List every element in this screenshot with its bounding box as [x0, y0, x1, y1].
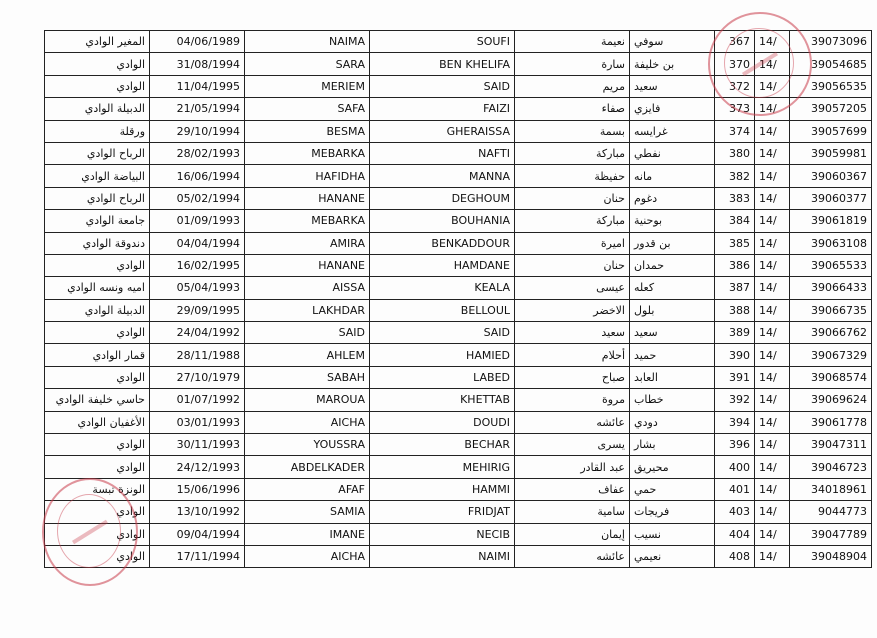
first-name-arabic-cell: عبد القادر: [515, 456, 630, 478]
birth-date-cell: 28/11/1988: [150, 344, 245, 366]
table-row: [45, 254, 872, 276]
first-name-latin-cell: MERIEM: [245, 75, 370, 97]
group-cell: 14/: [755, 187, 790, 209]
first-name-latin-cell: MEBARKA: [245, 210, 370, 232]
serial-number-cell: 404: [715, 523, 755, 545]
birth-date-cell: 13/10/1992: [150, 501, 245, 523]
id-number-cell: 9044773: [790, 501, 872, 523]
last-name-latin-cell: FAIZI: [370, 98, 515, 120]
serial-number-cell: 374: [715, 120, 755, 142]
birth-date-cell: 16/06/1994: [150, 165, 245, 187]
table-row: [45, 478, 872, 500]
group-cell: 14/: [755, 545, 790, 567]
first-name-arabic-cell: إيمان: [515, 523, 630, 545]
id-number-cell: 39057699: [790, 120, 872, 142]
id-number-cell: 39069624: [790, 389, 872, 411]
serial-number-cell: 394: [715, 411, 755, 433]
group-cell: 14/: [755, 478, 790, 500]
last-name-latin-cell: BENKADDOUR: [370, 232, 515, 254]
first-name-arabic-cell: مباركة: [515, 210, 630, 232]
last-name-latin-cell: FRIDJAT: [370, 501, 515, 523]
serial-number-cell: 391: [715, 366, 755, 388]
serial-number-cell: 396: [715, 434, 755, 456]
group-cell: 14/: [755, 366, 790, 388]
serial-number-cell: 380: [715, 142, 755, 164]
group-cell: 14/: [755, 53, 790, 75]
table-row: [45, 31, 872, 53]
birth-date-cell: 28/02/1993: [150, 142, 245, 164]
last-name-latin-cell: SAID: [370, 322, 515, 344]
table-row: [45, 165, 872, 187]
serial-number-cell: 388: [715, 299, 755, 321]
serial-number-cell: 382: [715, 165, 755, 187]
first-name-latin-cell: AICHA: [245, 545, 370, 567]
first-name-arabic-cell: عائشه: [515, 411, 630, 433]
last-name-arabic-cell: بن قدور: [630, 232, 715, 254]
last-name-latin-cell: BEN KHELIFA: [370, 53, 515, 75]
table-row: [45, 187, 872, 209]
first-name-arabic-cell: حنان: [515, 254, 630, 276]
birth-place-cell: اميه ونسه الوادي: [45, 277, 150, 299]
first-name-arabic-cell: بسمة: [515, 120, 630, 142]
first-name-latin-cell: SAMIA: [245, 501, 370, 523]
first-name-latin-cell: SABAH: [245, 366, 370, 388]
first-name-latin-cell: MEBARKA: [245, 142, 370, 164]
group-cell: 14/: [755, 344, 790, 366]
birth-place-cell: الوادي: [45, 434, 150, 456]
last-name-latin-cell: MANNA: [370, 165, 515, 187]
first-name-latin-cell: AISSA: [245, 277, 370, 299]
birth-date-cell: 29/10/1994: [150, 120, 245, 142]
id-number-cell: 39060377: [790, 187, 872, 209]
first-name-arabic-cell: عيسى: [515, 277, 630, 299]
table-row: [45, 344, 872, 366]
id-number-cell: 39066762: [790, 322, 872, 344]
serial-number-cell: 372: [715, 75, 755, 97]
last-name-arabic-cell: محيريق: [630, 456, 715, 478]
group-cell: 14/: [755, 31, 790, 53]
last-name-arabic-cell: كعله: [630, 277, 715, 299]
birth-place-cell: الدبيلة الوادي: [45, 299, 150, 321]
first-name-arabic-cell: مروة: [515, 389, 630, 411]
group-cell: 14/: [755, 434, 790, 456]
first-name-arabic-cell: الاخضر: [515, 299, 630, 321]
first-name-arabic-cell: أحلام: [515, 344, 630, 366]
birth-place-cell: الأغفيان الوادي: [45, 411, 150, 433]
first-name-latin-cell: HAFIDHA: [245, 165, 370, 187]
group-cell: 14/: [755, 501, 790, 523]
birth-date-cell: 01/07/1992: [150, 389, 245, 411]
id-number-cell: 34018961: [790, 478, 872, 500]
last-name-latin-cell: SOUFI: [370, 31, 515, 53]
first-name-arabic-cell: سارة: [515, 53, 630, 75]
table-row: [45, 545, 872, 567]
birth-place-cell: المغير الوادي: [45, 31, 150, 53]
table-row: [45, 98, 872, 120]
first-name-arabic-cell: صباح: [515, 366, 630, 388]
first-name-latin-cell: SARA: [245, 53, 370, 75]
table-row: [45, 210, 872, 232]
first-name-latin-cell: NAIMA: [245, 31, 370, 53]
group-cell: 14/: [755, 98, 790, 120]
birth-date-cell: 24/04/1992: [150, 322, 245, 344]
table-row: [45, 53, 872, 75]
last-name-latin-cell: NAIMI: [370, 545, 515, 567]
last-name-latin-cell: HAMMI: [370, 478, 515, 500]
birth-place-cell: دندوقة الوادي: [45, 232, 150, 254]
birth-date-cell: 05/02/1994: [150, 187, 245, 209]
birth-place-cell: الونزة تبسة: [45, 478, 150, 500]
birth-place-cell: الوادي: [45, 366, 150, 388]
id-number-cell: 39063108: [790, 232, 872, 254]
id-number-cell: 39060367: [790, 165, 872, 187]
first-name-latin-cell: AICHA: [245, 411, 370, 433]
last-name-latin-cell: GHERAISSA: [370, 120, 515, 142]
serial-number-cell: 370: [715, 53, 755, 75]
last-name-latin-cell: MEHIRIG: [370, 456, 515, 478]
birth-date-cell: 09/04/1994: [150, 523, 245, 545]
birth-date-cell: 27/10/1979: [150, 366, 245, 388]
group-cell: 14/: [755, 75, 790, 97]
last-name-latin-cell: BECHAR: [370, 434, 515, 456]
table-row: [45, 434, 872, 456]
table-row: [45, 501, 872, 523]
birth-date-cell: 05/04/1993: [150, 277, 245, 299]
table-row: [45, 456, 872, 478]
first-name-latin-cell: HANANE: [245, 187, 370, 209]
group-cell: 14/: [755, 232, 790, 254]
serial-number-cell: 385: [715, 232, 755, 254]
first-name-latin-cell: BESMA: [245, 120, 370, 142]
id-number-cell: 39046723: [790, 456, 872, 478]
last-name-latin-cell: KHETTAB: [370, 389, 515, 411]
first-name-latin-cell: SAID: [245, 322, 370, 344]
first-name-arabic-cell: حنان: [515, 187, 630, 209]
table-row: [45, 142, 872, 164]
birth-place-cell: الرباح الوادي: [45, 142, 150, 164]
birth-date-cell: 01/09/1993: [150, 210, 245, 232]
last-name-arabic-cell: بشار: [630, 434, 715, 456]
id-number-cell: 39048904: [790, 545, 872, 567]
serial-number-cell: 373: [715, 98, 755, 120]
group-cell: 14/: [755, 165, 790, 187]
students-table: [44, 30, 872, 568]
table-row: [45, 120, 872, 142]
birth-date-cell: 31/08/1994: [150, 53, 245, 75]
birth-place-cell: الوادي: [45, 545, 150, 567]
birth-place-cell: الوادي: [45, 501, 150, 523]
birth-place-cell: ورقلة: [45, 120, 150, 142]
birth-date-cell: 04/06/1989: [150, 31, 245, 53]
birth-date-cell: 24/12/1993: [150, 456, 245, 478]
table-row: [45, 389, 872, 411]
birth-place-cell: الوادي: [45, 322, 150, 344]
last-name-arabic-cell: حميد: [630, 344, 715, 366]
last-name-arabic-cell: العابد: [630, 366, 715, 388]
serial-number-cell: 386: [715, 254, 755, 276]
last-name-arabic-cell: فايزي: [630, 98, 715, 120]
last-name-arabic-cell: حمي: [630, 478, 715, 500]
table-row: [45, 411, 872, 433]
group-cell: 14/: [755, 299, 790, 321]
last-name-arabic-cell: نفطي: [630, 142, 715, 164]
id-number-cell: 39047789: [790, 523, 872, 545]
last-name-latin-cell: HAMDANE: [370, 254, 515, 276]
first-name-arabic-cell: عفاف: [515, 478, 630, 500]
first-name-latin-cell: MAROUA: [245, 389, 370, 411]
id-number-cell: 39054685: [790, 53, 872, 75]
id-number-cell: 39059981: [790, 142, 872, 164]
last-name-arabic-cell: دودي: [630, 411, 715, 433]
first-name-arabic-cell: يسرى: [515, 434, 630, 456]
table-row: [45, 299, 872, 321]
serial-number-cell: 389: [715, 322, 755, 344]
serial-number-cell: 367: [715, 31, 755, 53]
serial-number-cell: 403: [715, 501, 755, 523]
id-number-cell: 39066735: [790, 299, 872, 321]
first-name-latin-cell: IMANE: [245, 523, 370, 545]
birth-date-cell: 15/06/1996: [150, 478, 245, 500]
first-name-arabic-cell: صفاء: [515, 98, 630, 120]
first-name-latin-cell: HANANE: [245, 254, 370, 276]
last-name-arabic-cell: بلول: [630, 299, 715, 321]
group-cell: 14/: [755, 120, 790, 142]
birth-place-cell: قمار الوادي: [45, 344, 150, 366]
group-cell: 14/: [755, 322, 790, 344]
group-cell: 14/: [755, 210, 790, 232]
birth-date-cell: 21/05/1994: [150, 98, 245, 120]
table-row: [45, 277, 872, 299]
last-name-arabic-cell: نسيب: [630, 523, 715, 545]
birth-place-cell: حاسي خليفة الوادي: [45, 389, 150, 411]
id-number-cell: 39047311: [790, 434, 872, 456]
last-name-arabic-cell: فريجات: [630, 501, 715, 523]
birth-place-cell: الوادي: [45, 254, 150, 276]
last-name-latin-cell: DEGHOUM: [370, 187, 515, 209]
birth-place-cell: البياضة الوادي: [45, 165, 150, 187]
first-name-arabic-cell: عائشه: [515, 545, 630, 567]
birth-place-cell: الوادي: [45, 456, 150, 478]
group-cell: 14/: [755, 142, 790, 164]
table-row: [45, 232, 872, 254]
serial-number-cell: 408: [715, 545, 755, 567]
first-name-latin-cell: SAFA: [245, 98, 370, 120]
birth-place-cell: الدبيلة الوادي: [45, 98, 150, 120]
birth-date-cell: 29/09/1995: [150, 299, 245, 321]
last-name-arabic-cell: بوحنية: [630, 210, 715, 232]
last-name-arabic-cell: دغوم: [630, 187, 715, 209]
birth-place-cell: الوادي: [45, 53, 150, 75]
serial-number-cell: 384: [715, 210, 755, 232]
group-cell: 14/: [755, 523, 790, 545]
last-name-arabic-cell: غرايسه: [630, 120, 715, 142]
id-number-cell: 39061778: [790, 411, 872, 433]
table-row: [45, 75, 872, 97]
first-name-arabic-cell: مريم: [515, 75, 630, 97]
first-name-arabic-cell: اميرة: [515, 232, 630, 254]
last-name-latin-cell: NECIB: [370, 523, 515, 545]
birth-date-cell: 03/01/1993: [150, 411, 245, 433]
last-name-latin-cell: HAMIED: [370, 344, 515, 366]
birth-date-cell: 16/02/1995: [150, 254, 245, 276]
last-name-latin-cell: LABED: [370, 366, 515, 388]
birth-place-cell: الوادي: [45, 523, 150, 545]
last-name-arabic-cell: خطاب: [630, 389, 715, 411]
id-number-cell: 39067329: [790, 344, 872, 366]
group-cell: 14/: [755, 277, 790, 299]
last-name-arabic-cell: حمدان: [630, 254, 715, 276]
first-name-latin-cell: AHLEM: [245, 344, 370, 366]
group-cell: 14/: [755, 456, 790, 478]
group-cell: 14/: [755, 411, 790, 433]
last-name-arabic-cell: مانه: [630, 165, 715, 187]
first-name-arabic-cell: حفيظة: [515, 165, 630, 187]
first-name-latin-cell: ABDELKADER: [245, 456, 370, 478]
birth-place-cell: جامعة الوادي: [45, 210, 150, 232]
first-name-arabic-cell: سامية: [515, 501, 630, 523]
id-number-cell: 39073096: [790, 31, 872, 53]
group-cell: 14/: [755, 389, 790, 411]
last-name-latin-cell: DOUDI: [370, 411, 515, 433]
first-name-latin-cell: AFAF: [245, 478, 370, 500]
id-number-cell: 39056535: [790, 75, 872, 97]
birth-date-cell: 30/11/1993: [150, 434, 245, 456]
serial-number-cell: 401: [715, 478, 755, 500]
first-name-arabic-cell: نعيمة: [515, 31, 630, 53]
serial-number-cell: 387: [715, 277, 755, 299]
last-name-arabic-cell: نعيمي: [630, 545, 715, 567]
first-name-arabic-cell: مباركة: [515, 142, 630, 164]
first-name-latin-cell: YOUSSRA: [245, 434, 370, 456]
last-name-arabic-cell: سعيد: [630, 75, 715, 97]
last-name-latin-cell: NAFTI: [370, 142, 515, 164]
last-name-arabic-cell: سعيد: [630, 322, 715, 344]
id-number-cell: 39061819: [790, 210, 872, 232]
last-name-latin-cell: KEALA: [370, 277, 515, 299]
id-number-cell: 39065533: [790, 254, 872, 276]
first-name-arabic-cell: سعيد: [515, 322, 630, 344]
serial-number-cell: 392: [715, 389, 755, 411]
last-name-arabic-cell: سوفي: [630, 31, 715, 53]
last-name-latin-cell: BELLOUL: [370, 299, 515, 321]
serial-number-cell: 390: [715, 344, 755, 366]
first-name-latin-cell: AMIRA: [245, 232, 370, 254]
table-body: [45, 31, 872, 568]
first-name-latin-cell: LAKHDAR: [245, 299, 370, 321]
group-cell: 14/: [755, 254, 790, 276]
birth-date-cell: 17/11/1994: [150, 545, 245, 567]
table-row: [45, 523, 872, 545]
last-name-latin-cell: BOUHANIA: [370, 210, 515, 232]
id-number-cell: 39066433: [790, 277, 872, 299]
birth-place-cell: الرباح الوادي: [45, 187, 150, 209]
id-number-cell: 39057205: [790, 98, 872, 120]
table-row: [45, 366, 872, 388]
serial-number-cell: 400: [715, 456, 755, 478]
serial-number-cell: 383: [715, 187, 755, 209]
last-name-arabic-cell: بن خليفة: [630, 53, 715, 75]
last-name-latin-cell: SAID: [370, 75, 515, 97]
birth-place-cell: الوادي: [45, 75, 150, 97]
table-row: [45, 322, 872, 344]
birth-date-cell: 11/04/1995: [150, 75, 245, 97]
birth-date-cell: 04/04/1994: [150, 232, 245, 254]
id-number-cell: 39068574: [790, 366, 872, 388]
